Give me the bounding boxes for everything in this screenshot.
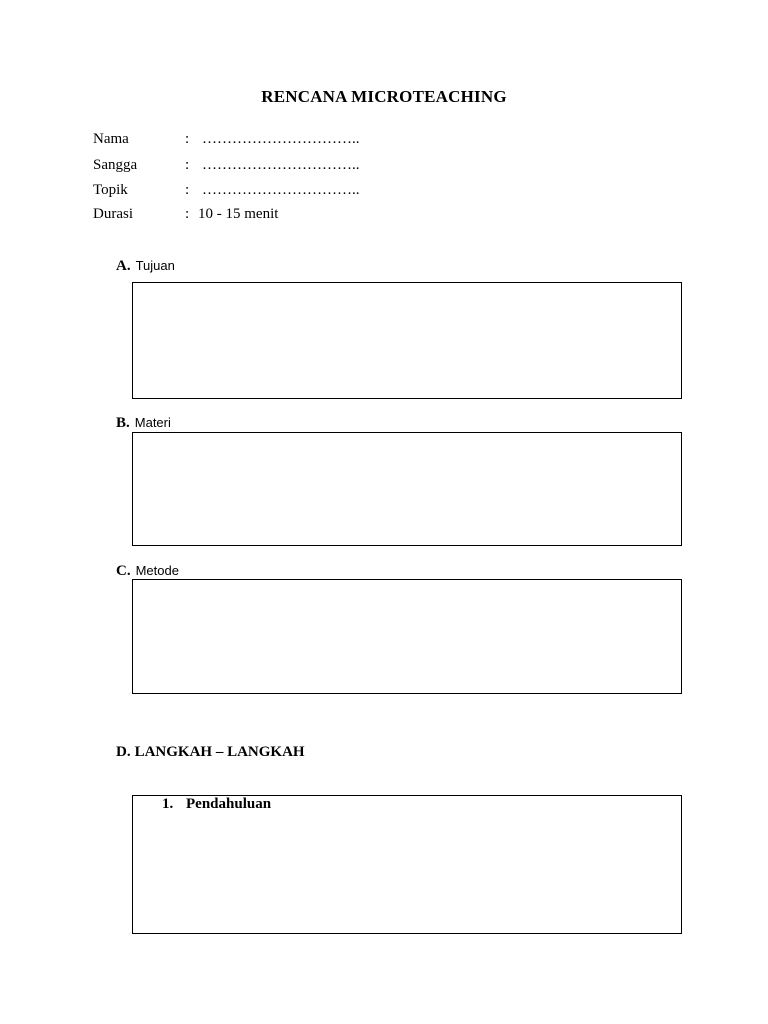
info-label: Sangga bbox=[93, 157, 138, 173]
section-heading-a bbox=[116, 257, 175, 275]
section-letter: D. bbox=[116, 744, 131, 760]
info-value-blank: ………………………….. bbox=[202, 182, 360, 198]
info-colon: : bbox=[185, 182, 190, 198]
info-value-blank: ………………………….. bbox=[202, 157, 360, 173]
section-box-materi[interactable] bbox=[132, 432, 682, 546]
info-label: Nama bbox=[93, 131, 129, 147]
section-name: Metode bbox=[135, 563, 179, 578]
section-heading-c bbox=[116, 562, 179, 580]
section-letter: B. bbox=[116, 415, 130, 431]
section-heading-d bbox=[116, 743, 305, 761]
info-label: Topik bbox=[93, 182, 128, 198]
info-colon: : bbox=[185, 131, 190, 147]
section-heading-b bbox=[116, 414, 171, 432]
step-item-pendahuluan bbox=[162, 796, 271, 813]
section-letter: A. bbox=[116, 258, 131, 274]
info-colon: : bbox=[185, 157, 190, 173]
section-letter: C. bbox=[116, 563, 131, 579]
section-name: Materi bbox=[134, 415, 171, 430]
section-box-metode[interactable] bbox=[132, 579, 682, 694]
document-title: RENCANA MICROTEACHING bbox=[261, 87, 507, 106]
info-colon: : bbox=[185, 206, 190, 222]
section-name: LANGKAH – LANGKAH bbox=[134, 744, 305, 760]
section-box-langkah[interactable] bbox=[132, 795, 682, 934]
section-name: Tujuan bbox=[135, 258, 175, 273]
step-label: Pendahuluan bbox=[186, 796, 272, 812]
info-label: Durasi bbox=[93, 206, 133, 222]
info-value-durasi: 10 - 15 menit bbox=[198, 206, 279, 222]
info-value-blank: ………………………….. bbox=[202, 131, 360, 147]
section-box-tujuan[interactable] bbox=[132, 282, 682, 399]
step-number: 1. bbox=[162, 796, 174, 812]
